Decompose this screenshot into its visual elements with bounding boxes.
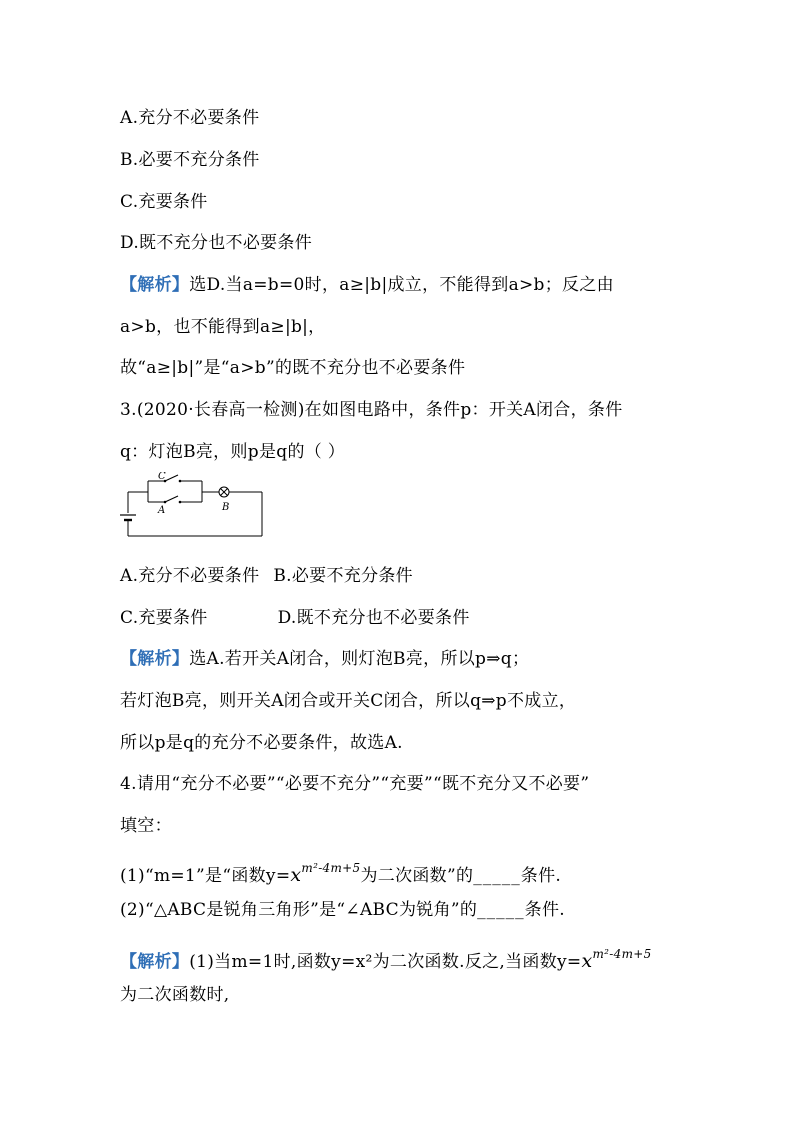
q3-options-row2 bbox=[120, 606, 470, 630]
q4-analysis-tag: 【解析】 bbox=[120, 952, 190, 972]
q3-option-d: D.既不充分也不必要条件 bbox=[277, 608, 470, 628]
q3-analysis-line2: 若灯泡B亮，则开关A闭合或开关C闭合，所以q⇒p不成立， bbox=[120, 691, 577, 711]
q3-analysis-tag: 【解析】 bbox=[120, 649, 190, 669]
q4-part2-text: (2)“△ABC是锐角三角形”是“∠ABC为锐角”的 bbox=[120, 900, 478, 920]
q4-analysis-base: x bbox=[581, 950, 593, 972]
q4-analysis-line2: 为二次函数时, bbox=[120, 985, 230, 1005]
q3-analysis-line1 bbox=[120, 647, 529, 671]
switch-a-contact-right bbox=[179, 501, 182, 504]
q4-part2-blank: _____ bbox=[477, 900, 525, 920]
q4-part1 bbox=[120, 856, 561, 888]
q4-part1-after: 为二次函数”的 bbox=[360, 866, 474, 886]
switch-a-blade bbox=[165, 496, 178, 502]
q4-analysis-text1: (1)当m=1时,函数y=x²为二次函数.反之,当函数y= bbox=[189, 952, 582, 972]
q4-stem-line1: 4.请用“充分不必要”“必要不充分”“充要”“既不充分又不必要” bbox=[120, 774, 590, 794]
q3-option-a: A.充分不必要条件 bbox=[120, 566, 260, 586]
label-a: A bbox=[158, 505, 166, 516]
q4-analysis-line1 bbox=[120, 942, 652, 974]
switch-a-contact-left bbox=[164, 501, 167, 504]
q4-part1-exponent: m²-4m+5 bbox=[301, 861, 361, 875]
q4-part1-end: 条件. bbox=[520, 866, 562, 886]
q2-option-d: D.既不充分也不必要条件 bbox=[120, 233, 313, 253]
q4-part2-end: 条件. bbox=[524, 900, 565, 920]
q3-options-row1 bbox=[120, 564, 413, 588]
q3-option-c: C.充要条件 bbox=[120, 608, 208, 628]
q3-analysis-line3: 所以p是q的充分不必要条件，故选A. bbox=[120, 733, 403, 753]
q4-analysis-exponent: m²-4m+5 bbox=[592, 947, 652, 961]
q2-option-a: A.充分不必要条件 bbox=[120, 108, 260, 128]
q3-stem-line1: 3.(2020·长春高一检测)在如图电路中，条件p：开关A闭合，条件 bbox=[120, 400, 623, 420]
switch-c-blade bbox=[165, 475, 178, 481]
q3-stem-line2: q：灯泡B亮，则p是q的（ ） bbox=[120, 442, 346, 462]
switch-c-contact-right bbox=[179, 480, 182, 483]
circuit-diagram bbox=[118, 472, 268, 542]
q3-option-b: B.必要不充分条件 bbox=[273, 566, 413, 586]
q2-analysis-line3: 故“a≥|b|”是“a>b”的既不充分也不必要条件 bbox=[120, 358, 466, 378]
q4-part1-before: (1)“m=1”是“函数y= bbox=[120, 866, 291, 886]
q2-analysis-tag: 【解析】 bbox=[120, 275, 190, 295]
q2-option-b: B.必要不充分条件 bbox=[120, 150, 260, 170]
q4-part1-base: x bbox=[290, 864, 302, 886]
q4-part2 bbox=[120, 898, 565, 922]
q2-analysis-line1 bbox=[120, 273, 614, 297]
q2-option-c: C.充要条件 bbox=[120, 192, 208, 212]
q2-analysis-line2: a>b，也不能得到a≥|b|， bbox=[120, 317, 326, 337]
q4-stem-line2: 填空： bbox=[120, 816, 172, 836]
label-c: C bbox=[158, 472, 166, 482]
q3-analysis-text1: 选A.若开关A闭合，则灯泡B亮，所以p⇒q； bbox=[189, 649, 530, 669]
q4-part1-blank: _____ bbox=[473, 866, 521, 886]
q2-analysis-text1: 选D.当a=b=0时，a≥|b|成立，不能得到a>b；反之由 bbox=[189, 275, 614, 295]
label-b: B bbox=[222, 502, 230, 513]
